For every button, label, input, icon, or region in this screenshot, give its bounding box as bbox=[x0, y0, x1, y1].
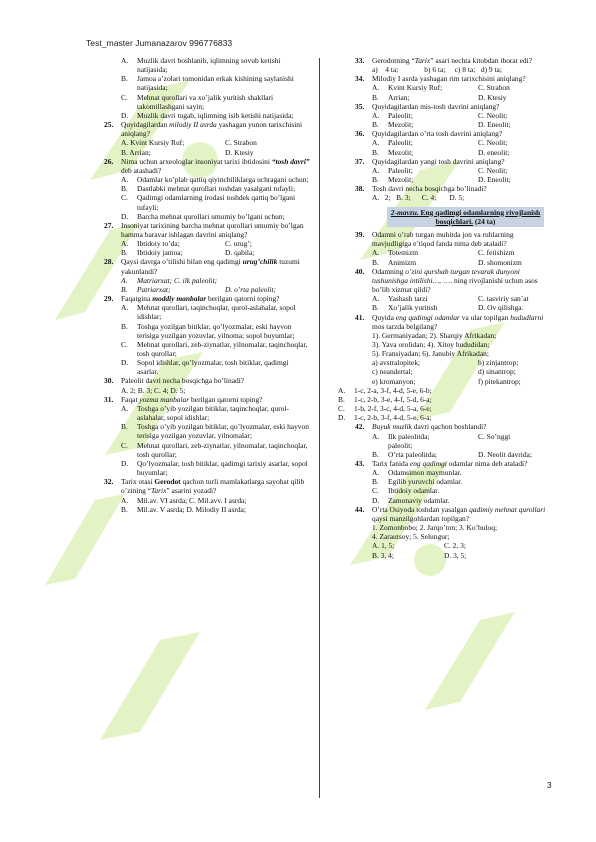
question-42-options bbox=[355, 432, 553, 459]
option-text: 1-c, 2-b, 3-e, 4-f, 5-d, 6-a; bbox=[354, 394, 432, 404]
option-text: D. 3, 5; bbox=[444, 550, 467, 560]
option-text: D. shomonizm bbox=[478, 257, 522, 267]
option-text: D. Eneolit; bbox=[478, 175, 511, 185]
option-text: O’rta paleolitda; bbox=[388, 449, 437, 459]
option-text: Ilk paleolitda; bbox=[388, 431, 430, 441]
option-text: Mehnat qurollari va xo’jalik yuritish shakllari takomillashgani sayin; bbox=[137, 92, 274, 111]
option-text: C. Neolit; bbox=[478, 138, 508, 148]
option-letter: B. bbox=[121, 422, 128, 432]
option-text: Odamsimon maymunlar. bbox=[388, 468, 462, 478]
option-text: D. Ov qilishga. bbox=[478, 303, 524, 313]
question-41-answers bbox=[338, 385, 553, 423]
question-43-options bbox=[355, 468, 553, 505]
option-text: paleolit; bbox=[388, 440, 413, 450]
option-text: Mezolit; bbox=[388, 175, 414, 185]
option-text: Muzlik davri tugab, iqlimning isib ketishi natijasida; bbox=[137, 110, 294, 120]
option-text: Ibtidoiy odamlar. bbox=[388, 486, 440, 496]
answer-option bbox=[104, 505, 310, 514]
option-text: Odamlar ko’plab qattiq qiyinchiliklarga uchragani uchun; bbox=[137, 175, 309, 185]
answer-option bbox=[355, 175, 553, 184]
answer-option bbox=[355, 496, 553, 505]
answer-option bbox=[104, 56, 310, 74]
question-43: 43. Tarix fanida eng qadimgi odamlar nima deb ataladi? bbox=[355, 459, 528, 468]
option-text: D. Neolit davrida; bbox=[478, 449, 532, 459]
option-text: Toshga o’yib yozilgan bitiklar, qo’lyozmalar, eski hayvon terisiga yozilgan yozuvlar, yilnomalar; bbox=[137, 422, 309, 441]
option-text: Dastlabki mehnat qurollari toshdan yasalgani tufayli; bbox=[137, 184, 296, 194]
option-text: Kvint Kursiy Ruf; bbox=[388, 83, 443, 93]
answer-option bbox=[355, 477, 553, 486]
option-text: Mezolit; bbox=[388, 120, 414, 130]
answer-option bbox=[372, 358, 553, 367]
answer-option bbox=[355, 486, 553, 495]
answer-option bbox=[372, 551, 553, 560]
option-text: Yashash tarzi bbox=[388, 294, 428, 304]
question-32: 32. Tarix otasi Gerodot qachon turli mamlakatlarga sayohat qilib o’zining “Tarix” asarini yozadi? bbox=[104, 477, 305, 496]
answer-option bbox=[355, 248, 553, 257]
question-26: 26. Nima uchun arxeologlar insoniyat tarixi ibtidosini “tosh davri” deb atashadi? bbox=[104, 156, 310, 175]
left-column bbox=[104, 56, 310, 514]
option-letter: B. bbox=[372, 303, 379, 313]
answer-option bbox=[355, 441, 553, 450]
answer-option bbox=[104, 175, 310, 184]
option-text: 1-b, 2-f, 3-c, 4-d, 5-a, 6-e; bbox=[354, 404, 432, 414]
option-text: Mehnat qurollari, zeb-ziynatlar, yilnomalar, taqinchoqlar, tosh qurollar; bbox=[137, 339, 308, 358]
option-letter: A. bbox=[372, 165, 380, 175]
option-text: Sopol idishlar, qo’lyozmalar, tosh bitiklar, qadimgi asarlar. bbox=[137, 358, 289, 377]
answer-option bbox=[355, 93, 553, 102]
question-29-options bbox=[104, 303, 310, 376]
answer-option bbox=[104, 239, 310, 248]
option-letter: C. bbox=[338, 404, 345, 414]
answer-option bbox=[355, 138, 553, 147]
option-text: C. 2, 3; bbox=[444, 541, 466, 551]
option-letter: A. bbox=[121, 303, 129, 313]
question-33: 33. Gerodotning “Tarix” asari nechta kitobdan iborat edi? bbox=[355, 56, 533, 65]
question-38: 38. Tosh davri necha bosqichga bo’linadi? bbox=[355, 184, 487, 194]
option-text: Mil.av. V asrda; D. Milodiy II asrda; bbox=[137, 504, 246, 514]
question-41-regions bbox=[355, 331, 553, 358]
question-27: 27. Insoniyat tarixining barcha mehnat qurollari umumiy bo’lgan hamma baravar ishlagan davrini aniqlang? bbox=[104, 220, 304, 239]
option-letter: D. bbox=[121, 358, 129, 368]
answer-option bbox=[338, 404, 553, 413]
option-letter: B. bbox=[121, 184, 128, 194]
answer-option bbox=[355, 83, 553, 92]
option-letter: B. bbox=[372, 175, 379, 185]
question-24-options bbox=[104, 56, 310, 120]
question-31-options bbox=[104, 404, 310, 477]
question-27-options bbox=[104, 239, 310, 257]
option-text: Jamoa a’zolari tomonidan erkak kishining saylanishi natijasida; bbox=[137, 74, 294, 93]
answer-option bbox=[355, 294, 553, 303]
option-text: C. Neolit; bbox=[478, 110, 508, 120]
answer-option bbox=[372, 541, 553, 550]
option-text: f) pitekantrop; bbox=[478, 376, 521, 386]
right-column bbox=[338, 56, 553, 560]
question-25: 25. Quyidagilardan milodiy II asrda yashagan yunon tarixchisini aniqlang? bbox=[104, 120, 303, 139]
option-letter: A. bbox=[121, 175, 129, 185]
option-letter: B. bbox=[372, 92, 379, 102]
question-39-options bbox=[355, 248, 553, 266]
option-text: D. Ktesiy bbox=[478, 92, 507, 102]
answer-option bbox=[104, 303, 310, 321]
text-line: 4. Zarautsoy; 5. Selungur; bbox=[372, 532, 450, 542]
option-text: Toshga yozilgan bitiklar, qo’lyozmalar, eski hayvon terisiga yozilgan yozuvlar, yilnoma; sopol buyumlar; bbox=[137, 321, 295, 340]
option-text: Toshga o’yib yozilgan bitiklar, taqinchoqlar, qurol-aslahalar, sopol idishlar; bbox=[137, 403, 289, 423]
answer-option bbox=[355, 166, 553, 175]
option-text: D. qabila; bbox=[225, 248, 255, 258]
option-letter: A. bbox=[121, 495, 129, 505]
question-42: 42. Buyuk muzlik davri qachon boshlandi? bbox=[355, 422, 487, 432]
option-text: Egilib yuruvchi odamlar. bbox=[388, 477, 463, 487]
option-text: Animizm bbox=[388, 257, 417, 267]
option-text: Muzlik davri boshlanib, iqlimning sovub ketishi natijasida; bbox=[137, 56, 281, 75]
option-letter: A. bbox=[372, 248, 380, 258]
option-letter: C. bbox=[121, 193, 128, 203]
answer-option bbox=[355, 120, 553, 129]
option-text: C. fetishizm bbox=[478, 248, 515, 258]
option-text bbox=[478, 441, 553, 450]
option-letter: C. bbox=[121, 440, 128, 450]
option-text: Ibtidoiy jamoa; bbox=[137, 248, 183, 258]
answer-option bbox=[104, 340, 310, 358]
question-33-options: a) 4 ta; b) 6 ta; c) 8 ta; d) 9 ta; bbox=[372, 65, 502, 75]
answer-option bbox=[104, 404, 310, 422]
option-letter: A. bbox=[338, 385, 346, 395]
option-text: Xo’jalik yuritish bbox=[388, 303, 438, 313]
option-text: e) kromanyon; bbox=[372, 376, 416, 386]
option-letter: B. bbox=[338, 394, 345, 404]
option-letter: D. bbox=[121, 458, 129, 468]
option-text: A. 1, 5; bbox=[372, 541, 395, 551]
answer-option bbox=[355, 468, 553, 477]
option-letter: B. bbox=[372, 449, 379, 459]
option-letter: C. bbox=[372, 486, 379, 496]
answer-option bbox=[104, 212, 310, 221]
option-letter: A. bbox=[372, 138, 380, 148]
answer-option bbox=[104, 441, 310, 459]
option-text: Totemizm bbox=[388, 248, 419, 258]
option-text: Paleolit; bbox=[388, 165, 413, 175]
option-text: Mil.av. VI asrda; C. Mil.avv. I asrda; bbox=[137, 495, 247, 505]
option-text: Barcha mehnat qurollari umumiy bo’lgani uchun; bbox=[137, 211, 285, 221]
option-text: Paleolit; bbox=[388, 138, 413, 148]
option-text: D. eneolit; bbox=[478, 147, 510, 157]
option-letter: A. bbox=[372, 468, 380, 478]
column-divider bbox=[319, 58, 320, 798]
text-line: 1). Germaniyadan; 2). Sharqiy Afrikadan; bbox=[372, 330, 497, 340]
answer-option bbox=[355, 111, 553, 120]
option-text: C. tasviriy san’at bbox=[478, 294, 529, 304]
answer-option bbox=[104, 358, 310, 376]
answer-option bbox=[104, 111, 310, 120]
answer-option bbox=[338, 395, 553, 404]
option-text: c) neandertal; bbox=[372, 367, 413, 377]
question-44-sites bbox=[355, 523, 553, 541]
option-letter: B. bbox=[372, 257, 379, 267]
answer-option bbox=[104, 422, 310, 440]
answer-option bbox=[104, 193, 310, 211]
option-letter: A. bbox=[121, 56, 129, 65]
question-40: 40. Odamning o’zini qurshab turgan tevarak dunyoni tushunishga intilishi…, …. ning rivojlanishi uchun asos bo’lib xizmat qildi? bbox=[355, 266, 538, 295]
option-text: Qadimgi odamlarning irodasi toshdek qattiq bo’lgani tufayli; bbox=[137, 193, 296, 212]
option-text: C. So’nggi bbox=[478, 431, 511, 441]
question-31: 31. Faqat yozma manbalar berilgan qatorni toping? bbox=[104, 394, 263, 404]
question-34: 34. Milodiy I asrda yashagan rim tarixchisini aniqlang? bbox=[355, 74, 526, 84]
question-29: 29. Faqatgina moddiy manbalar berilgan qatorni toping? bbox=[104, 294, 280, 304]
question-28-options: A. Matriarxat; C. ilk paleolit; B. Patriarxat; D. o’rta paleolit; bbox=[121, 275, 277, 294]
option-text: D. Eneolit; bbox=[478, 120, 511, 130]
option-letter: B. bbox=[372, 477, 379, 487]
option-text: C. Strabon bbox=[478, 83, 510, 93]
question-41-species bbox=[355, 358, 553, 385]
section-title: 2-mavzu. Eng qadimgi odamlarning rivojlanish bosqichlari. (24 ta) bbox=[387, 207, 544, 228]
option-letter: C. bbox=[121, 339, 128, 349]
question-38-options: A. 2; B. 3; C. 4; D. 5; bbox=[372, 193, 465, 203]
question-40-options bbox=[355, 294, 553, 312]
option-text: Mehnat qurollari, taqinchoqlar, qurol-aslahalar, sopol idishlar; bbox=[137, 303, 296, 322]
answer-option bbox=[372, 377, 553, 386]
answer-option bbox=[355, 258, 553, 267]
answer-option bbox=[338, 386, 553, 395]
option-letter: A. bbox=[372, 83, 380, 93]
question-39: 39. Odamni o’rab turgan muhitda jon va ruhlarning mavjudligiga e’tiqod fanda nima deb ataladi? bbox=[355, 230, 514, 249]
text-line: 1. Zomonbobo; 2. Jarqo’ton; 3. Ko’buloq; bbox=[372, 523, 498, 533]
option-text: 1-c, 2-a, 3-f, 4-d, 5-e, 6-b; bbox=[354, 385, 432, 395]
option-letter: A. bbox=[372, 110, 380, 120]
question-44: 44. O’rta Osiyoda toshdan yasalgan qadimiy mehnat qurollari qaysi manzilgohlardan topilgan? bbox=[355, 504, 546, 523]
question-30-options: A. 2; B. 3; C. 4; D. 5; bbox=[121, 385, 186, 395]
answer-option bbox=[104, 74, 310, 92]
option-letter: B. bbox=[121, 74, 128, 84]
option-text: Paleolit; bbox=[388, 110, 413, 120]
option-text: Qo’lyozmalar, tosh bitiklar, qadimgi tarixiy asarlar, sopol buyumlar; bbox=[137, 458, 308, 478]
answer-option bbox=[372, 367, 553, 376]
page-number: 3 bbox=[547, 781, 552, 790]
question-25-options: A. Kvint Kursiy Ruf; C. Strabon B. Arrian; D. Ktesiy bbox=[121, 138, 257, 157]
question-34-options bbox=[355, 83, 553, 101]
question-30: 30. Paleolit davri necha bosqichga bo’linadi? bbox=[104, 376, 245, 386]
option-text: Arrian; bbox=[388, 92, 410, 102]
option-text: Mezolit; bbox=[388, 147, 414, 157]
option-text: C. Neolit; bbox=[478, 165, 508, 175]
answer-option bbox=[104, 93, 310, 111]
option-letter: C. bbox=[121, 92, 128, 102]
option-letter: B. bbox=[372, 147, 379, 157]
question-26-options bbox=[104, 175, 310, 221]
answer-option bbox=[104, 459, 310, 477]
text-line: 3). Yava orolidan; 4). Xitoy hududidan; bbox=[372, 339, 490, 349]
answer-option bbox=[355, 450, 553, 459]
question-28: 28. Qaysi davrga o’tilishi bilan eng qadimgi urug’chilik tuzumi yakunlandi? bbox=[104, 257, 300, 276]
question-36: 36. Quyidagilardan o’rta tosh davrini aniqlang? bbox=[355, 129, 503, 139]
option-letter: A. bbox=[121, 403, 129, 413]
question-37: 37. Quyidagilardan yangi tosh davrini aniqlang? bbox=[355, 156, 505, 166]
option-text: C. urug’; bbox=[225, 239, 252, 249]
question-35: 35. Quyidagilardan mis-tosh davrini aniqlang? bbox=[355, 101, 500, 111]
option-text: Zamonaviy odamlar. bbox=[388, 495, 450, 505]
answer-option bbox=[355, 303, 553, 312]
option-letter: D. bbox=[121, 110, 129, 120]
answer-option bbox=[104, 322, 310, 340]
option-text: Mehnat qurollari, zeb-ziynatlar, yilnomalar, taqinchoqlar, tosh qurollar; bbox=[137, 440, 308, 459]
option-letter: A. bbox=[372, 431, 380, 441]
answer-option bbox=[104, 496, 310, 505]
answer-option bbox=[338, 413, 553, 422]
question-32-options bbox=[104, 496, 310, 514]
option-letter: A. bbox=[121, 239, 129, 249]
option-letter bbox=[372, 441, 388, 450]
option-text: 1-c, 2-b, 3-f, 4-d, 5-e, 6-a; bbox=[354, 413, 432, 423]
option-letter: B. bbox=[121, 248, 128, 258]
option-letter: D. bbox=[372, 495, 380, 505]
answer-option bbox=[104, 248, 310, 257]
option-text: d) sinantrop; bbox=[478, 367, 516, 377]
answer-option bbox=[355, 148, 553, 157]
answer-option bbox=[355, 432, 553, 441]
option-text: b) zinjantrop; bbox=[478, 358, 519, 368]
option-letter: B. bbox=[372, 120, 379, 130]
option-text: Ibtidoiy to’da; bbox=[137, 239, 180, 249]
option-letter: B. bbox=[121, 321, 128, 331]
option-text: B. 3, 4; bbox=[372, 550, 394, 560]
question-41: 41. Quyida eng qadimgi odamlar va ular topilgan hududlarni mos tarzda belgilang? bbox=[355, 312, 544, 331]
question-36-options bbox=[355, 138, 553, 156]
option-letter: B. bbox=[121, 504, 128, 514]
answer-option bbox=[104, 184, 310, 193]
question-44-options bbox=[355, 541, 553, 559]
option-letter: D. bbox=[338, 413, 346, 423]
option-letter: A. bbox=[372, 294, 380, 304]
option-letter: D. bbox=[121, 211, 129, 221]
question-37-options bbox=[355, 166, 553, 184]
question-35-options bbox=[355, 111, 553, 129]
page-header: Test_master Jumanazarov 996776833 bbox=[86, 38, 233, 48]
option-text: a) avstralopitek; bbox=[372, 358, 421, 368]
text-line: 5). Fransiyadan; 6). Janubiy Afrikadan; bbox=[372, 349, 489, 359]
